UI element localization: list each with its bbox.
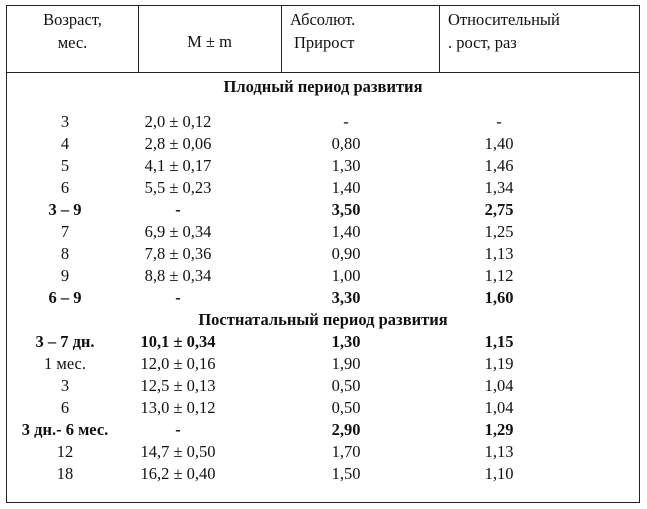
- rel-growth-cell: 1,60: [484, 288, 514, 307]
- header-rel: [448, 8, 560, 54]
- table-row: [7, 331, 639, 353]
- age-cell: 1 мес.: [44, 354, 86, 373]
- rel-growth-cell: 1,40: [484, 134, 514, 153]
- abs-increase-cell: 3,50: [331, 200, 361, 219]
- abs-increase-cell: -: [343, 112, 349, 131]
- age-cell: 12: [56, 442, 74, 461]
- header-divider: [439, 6, 440, 72]
- abs-increase-cell: 1,50: [331, 464, 361, 483]
- table-row: [7, 441, 639, 463]
- header-rel-line2: . рост, раз: [448, 33, 517, 52]
- table-row: [7, 397, 639, 419]
- table-row: [7, 375, 639, 397]
- abs-increase-cell: 3,30: [331, 288, 361, 307]
- age-cell: 3: [60, 376, 70, 395]
- table-row: [7, 243, 639, 265]
- header-rel-line1: Относительный: [448, 10, 560, 29]
- age-cell: 4: [60, 134, 70, 153]
- rel-growth-cell: 1,25: [484, 222, 514, 241]
- age-cell: 6 – 9: [48, 288, 82, 307]
- mean-cell: 16,2 ± 0,40: [140, 464, 216, 483]
- mean-cell: 14,7 ± 0,50: [140, 442, 216, 461]
- rel-growth-cell: 1,34: [484, 178, 514, 197]
- header-abs-line2: Прирост: [294, 33, 355, 52]
- abs-increase-cell: 0,50: [331, 398, 361, 417]
- table-header: [7, 6, 639, 73]
- table-row: [7, 287, 639, 309]
- mean-cell: 10,1 ± 0,34: [140, 332, 216, 351]
- growth-table: [6, 5, 640, 503]
- header-abs: [290, 8, 355, 54]
- section-title: Плодный период развития: [223, 77, 423, 96]
- abs-increase-cell: 1,70: [331, 442, 361, 461]
- header-age-line1: Возраст,: [43, 10, 102, 29]
- age-cell: 3 дн.- 6 мес.: [21, 420, 109, 439]
- mean-cell: 13,0 ± 0,12: [140, 398, 216, 417]
- mean-cell: 5,5 ± 0,23: [144, 178, 212, 197]
- mean-cell: 6,9 ± 0,34: [144, 222, 212, 241]
- section-title: Постнатальный период развития: [198, 310, 448, 329]
- header-mean: M ± m: [187, 32, 232, 51]
- table-row: [7, 111, 639, 133]
- mean-cell: -: [175, 420, 181, 439]
- rel-growth-cell: 1,10: [484, 464, 514, 483]
- age-cell: 5: [60, 156, 70, 175]
- mean-cell: 2,0 ± 0,12: [144, 112, 212, 131]
- table-row: [7, 155, 639, 177]
- abs-increase-cell: 1,90: [331, 354, 361, 373]
- mean-cell: 4,1 ± 0,17: [144, 156, 212, 175]
- mean-cell: 7,8 ± 0,36: [144, 244, 212, 263]
- rel-growth-cell: 1,13: [484, 244, 514, 263]
- age-cell: 6: [60, 178, 70, 197]
- abs-increase-cell: 1,00: [331, 266, 361, 285]
- rel-growth-cell: 1,19: [484, 354, 514, 373]
- age-cell: 3 – 7 дн.: [35, 332, 95, 351]
- age-cell: 3 – 9: [48, 200, 82, 219]
- abs-increase-cell: 1,40: [331, 222, 361, 241]
- age-cell: 9: [60, 266, 70, 285]
- table-row: [7, 419, 639, 441]
- rel-growth-cell: 1,29: [484, 420, 514, 439]
- table-row: [7, 199, 639, 221]
- header-divider: [281, 6, 282, 72]
- header-age-line2: мес.: [57, 33, 88, 52]
- table-row: [7, 221, 639, 243]
- rel-growth-cell: 1,15: [484, 332, 514, 351]
- age-cell: 7: [60, 222, 70, 241]
- rel-growth-cell: 2,75: [484, 200, 514, 219]
- abs-increase-cell: 1,40: [331, 178, 361, 197]
- mean-cell: -: [175, 200, 181, 219]
- mean-cell: 8,8 ± 0,34: [144, 266, 212, 285]
- mean-cell: 12,0 ± 0,16: [140, 354, 216, 373]
- abs-increase-cell: 0,90: [331, 244, 361, 263]
- table-row: [7, 177, 639, 199]
- age-cell: 3: [60, 112, 70, 131]
- rel-growth-cell: 1,04: [484, 398, 514, 417]
- age-cell: 18: [56, 464, 74, 483]
- header-age: [7, 8, 138, 54]
- rel-growth-cell: 1,04: [484, 376, 514, 395]
- age-cell: 8: [60, 244, 70, 263]
- abs-increase-cell: 2,90: [331, 420, 361, 439]
- mean-cell: 2,8 ± 0,06: [144, 134, 212, 153]
- rel-growth-cell: -: [496, 112, 502, 131]
- abs-increase-cell: 1,30: [331, 156, 361, 175]
- mean-cell: 12,5 ± 0,13: [140, 376, 216, 395]
- rel-growth-cell: 1,12: [484, 266, 514, 285]
- mean-cell: -: [175, 288, 181, 307]
- rel-growth-cell: 1,46: [484, 156, 514, 175]
- table-row: [7, 463, 639, 485]
- abs-increase-cell: 0,80: [331, 134, 361, 153]
- abs-increase-cell: 0,50: [331, 376, 361, 395]
- age-cell: 6: [60, 398, 70, 417]
- table-row: [7, 353, 639, 375]
- abs-increase-cell: 1,30: [331, 332, 361, 351]
- rel-growth-cell: 1,13: [484, 442, 514, 461]
- table-row: [7, 133, 639, 155]
- table-row: [7, 265, 639, 287]
- header-abs-line1: Абсолют.: [290, 10, 356, 29]
